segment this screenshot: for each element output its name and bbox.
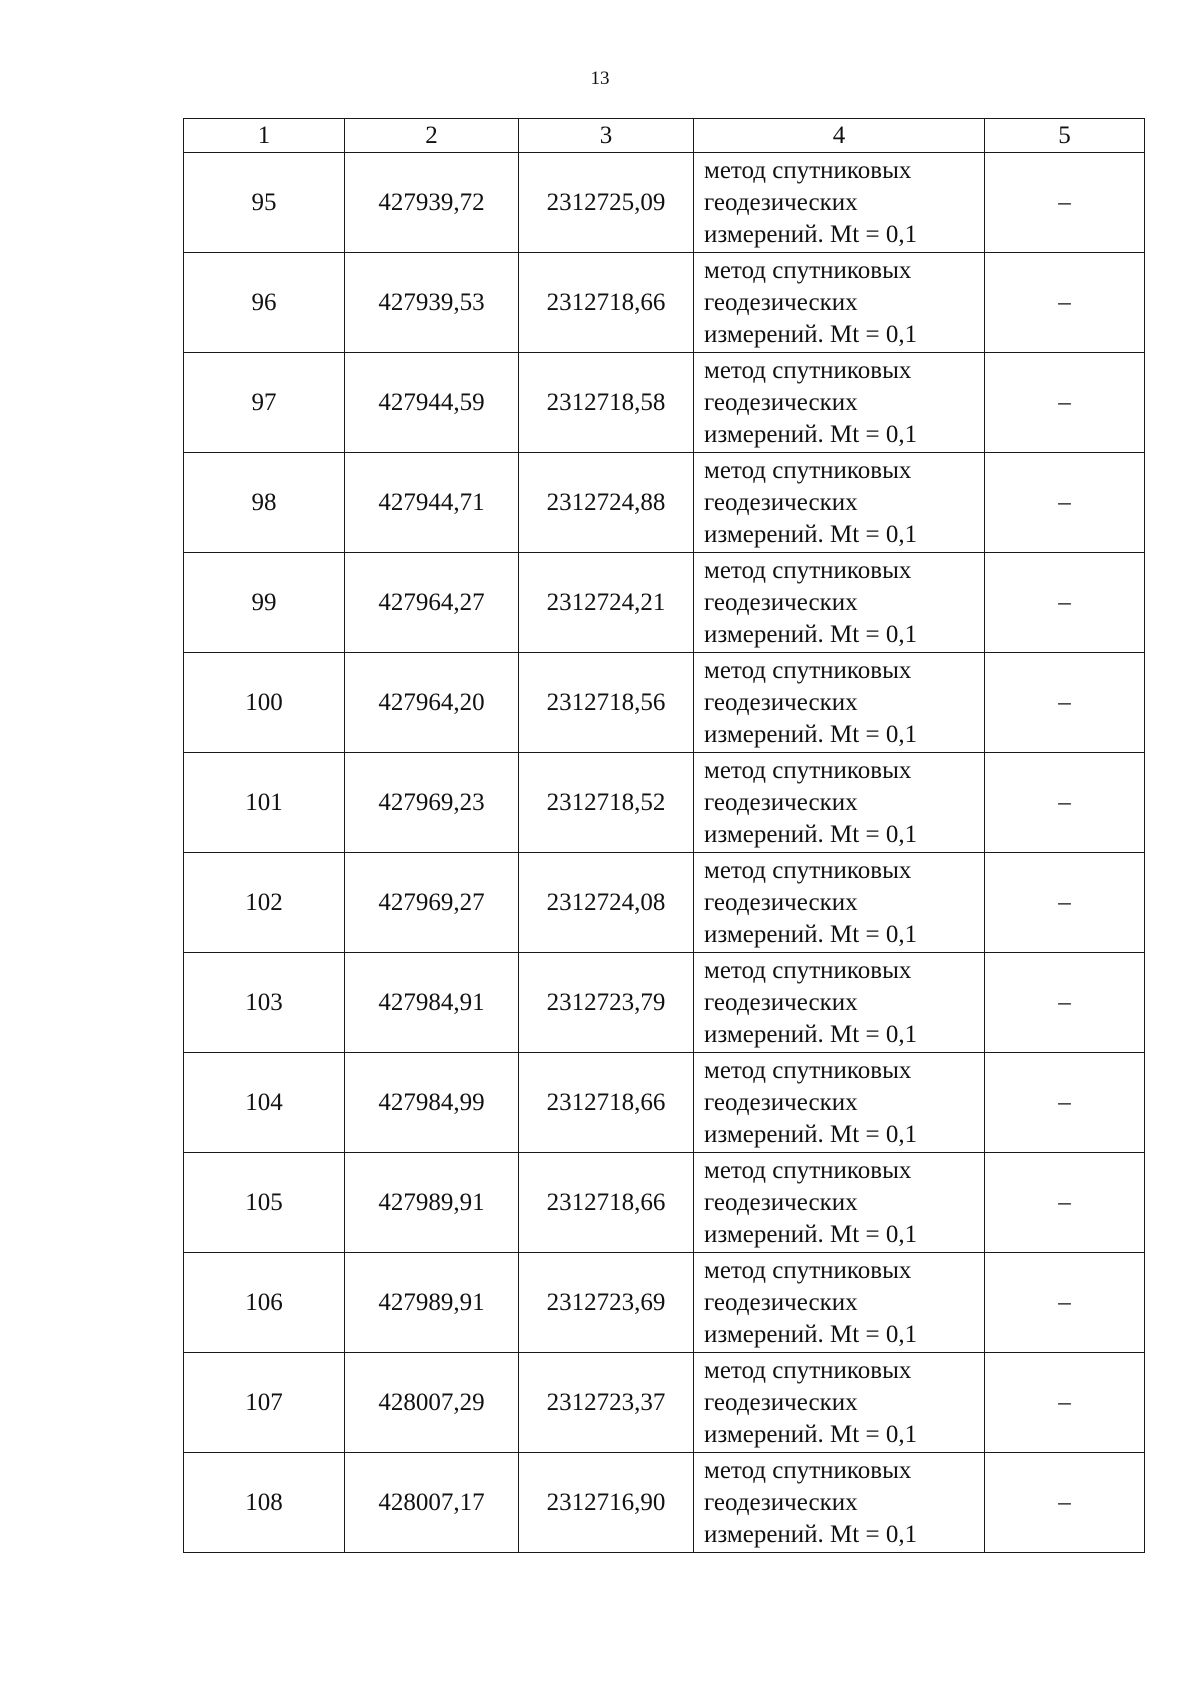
column-header-3: 3 <box>519 119 694 153</box>
x-coordinate-cell: 427984,99 <box>345 1053 519 1153</box>
point-number-cell: 107 <box>184 1353 345 1453</box>
table-row <box>184 753 1145 853</box>
table-row <box>184 253 1145 353</box>
method-text-line: измерений. Mt = 0,1 <box>704 1420 918 1448</box>
method-text-line: метод спутниковых <box>704 756 912 784</box>
note-cell: – <box>985 1153 1145 1253</box>
x-coordinate-cell: 427989,91 <box>345 1153 519 1253</box>
method-text-line: метод спутниковых <box>704 1456 912 1484</box>
table-row <box>184 453 1145 553</box>
note-cell: – <box>985 253 1145 353</box>
method-text-line: геодезических <box>704 1088 858 1116</box>
table-header <box>184 119 1145 153</box>
column-header-4: 4 <box>694 119 985 153</box>
method-text-line: геодезических <box>704 1388 858 1416</box>
method-text-line: измерений. Mt = 0,1 <box>704 620 918 648</box>
method-text-line: метод спутниковых <box>704 956 912 984</box>
method-text-line: геодезических <box>704 988 858 1016</box>
method-cell <box>694 853 985 953</box>
method-text-line: метод спутниковых <box>704 256 912 284</box>
method-text-line: метод спутниковых <box>704 456 912 484</box>
note-cell: – <box>985 153 1145 253</box>
y-coordinate-cell: 2312724,88 <box>519 453 694 553</box>
y-coordinate-cell: 2312718,66 <box>519 253 694 353</box>
method-text-line: измерений. Mt = 0,1 <box>704 320 918 348</box>
note-cell: – <box>985 553 1145 653</box>
point-number-cell: 97 <box>184 353 345 453</box>
method-text-line: метод спутниковых <box>704 356 912 384</box>
y-coordinate-cell: 2312718,52 <box>519 753 694 853</box>
header-row <box>184 119 1145 153</box>
method-text-line: измерений. Mt = 0,1 <box>704 220 918 248</box>
note-cell: – <box>985 753 1145 853</box>
method-text-line: геодезических <box>704 688 858 716</box>
table-body <box>184 153 1145 1553</box>
method-text-line: геодезических <box>704 1188 858 1216</box>
x-coordinate-cell: 427939,53 <box>345 253 519 353</box>
table-row <box>184 1053 1145 1153</box>
x-coordinate-cell: 427944,59 <box>345 353 519 453</box>
method-text-line: измерений. Mt = 0,1 <box>704 820 918 848</box>
method-text-line: геодезических <box>704 1488 858 1516</box>
method-text-line: геодезических <box>704 888 858 916</box>
note-cell: – <box>985 653 1145 753</box>
method-text-line: метод спутниковых <box>704 556 912 584</box>
point-number-cell: 95 <box>184 153 345 253</box>
point-number-cell: 96 <box>184 253 345 353</box>
method-cell <box>694 1453 985 1553</box>
method-text-line: геодезических <box>704 388 858 416</box>
y-coordinate-cell: 2312718,66 <box>519 1053 694 1153</box>
column-header-2: 2 <box>345 119 519 153</box>
y-coordinate-cell: 2312718,56 <box>519 653 694 753</box>
method-cell <box>694 1253 985 1353</box>
x-coordinate-cell: 428007,29 <box>345 1353 519 1453</box>
method-cell <box>694 253 985 353</box>
method-cell <box>694 453 985 553</box>
column-header-5: 5 <box>985 119 1145 153</box>
table-row <box>184 1353 1145 1453</box>
table-row <box>184 853 1145 953</box>
note-cell: – <box>985 1253 1145 1353</box>
x-coordinate-cell: 427969,23 <box>345 753 519 853</box>
note-cell: – <box>985 1353 1145 1453</box>
method-text-line: геодезических <box>704 288 858 316</box>
note-cell: – <box>985 953 1145 1053</box>
y-coordinate-cell: 2312718,66 <box>519 1153 694 1253</box>
method-text-line: метод спутниковых <box>704 156 912 184</box>
method-text-line: измерений. Mt = 0,1 <box>704 1220 918 1248</box>
table-row <box>184 153 1145 253</box>
method-text-line: измерений. Mt = 0,1 <box>704 420 918 448</box>
method-cell <box>694 553 985 653</box>
method-cell <box>694 753 985 853</box>
x-coordinate-cell: 427944,71 <box>345 453 519 553</box>
y-coordinate-cell: 2312718,58 <box>519 353 694 453</box>
method-text-line: геодезических <box>704 1288 858 1316</box>
y-coordinate-cell: 2312723,69 <box>519 1253 694 1353</box>
y-coordinate-cell: 2312724,21 <box>519 553 694 653</box>
method-text-line: измерений. Mt = 0,1 <box>704 1020 918 1048</box>
x-coordinate-cell: 427939,72 <box>345 153 519 253</box>
method-text-line: метод спутниковых <box>704 1256 912 1284</box>
y-coordinate-cell: 2312716,90 <box>519 1453 694 1553</box>
y-coordinate-cell: 2312723,79 <box>519 953 694 1053</box>
page-number: 13 <box>590 68 610 89</box>
table-row <box>184 1253 1145 1353</box>
x-coordinate-cell: 427989,91 <box>345 1253 519 1353</box>
point-number-cell: 102 <box>184 853 345 953</box>
method-cell <box>694 153 985 253</box>
note-cell: – <box>985 1453 1145 1553</box>
method-cell <box>694 653 985 753</box>
note-cell: – <box>985 1053 1145 1153</box>
x-coordinate-cell: 427964,27 <box>345 553 519 653</box>
point-number-cell: 99 <box>184 553 345 653</box>
method-text-line: метод спутниковых <box>704 656 912 684</box>
method-text-line: метод спутниковых <box>704 1156 912 1184</box>
method-text-line: геодезических <box>704 788 858 816</box>
table-row <box>184 653 1145 753</box>
method-text-line: метод спутниковых <box>704 1056 912 1084</box>
y-coordinate-cell: 2312724,08 <box>519 853 694 953</box>
table-row <box>184 1453 1145 1553</box>
method-cell <box>694 353 985 453</box>
note-cell: – <box>985 353 1145 453</box>
method-text-line: метод спутниковых <box>704 856 912 884</box>
note-cell: – <box>985 453 1145 553</box>
method-cell <box>694 1053 985 1153</box>
method-text-line: измерений. Mt = 0,1 <box>704 1120 918 1148</box>
column-header-1: 1 <box>184 119 345 153</box>
x-coordinate-cell: 427964,20 <box>345 653 519 753</box>
table-row <box>184 953 1145 1053</box>
coordinates-table <box>183 118 1145 1553</box>
point-number-cell: 98 <box>184 453 345 553</box>
method-cell <box>694 1153 985 1253</box>
point-number-cell: 104 <box>184 1053 345 1153</box>
method-text-line: метод спутниковых <box>704 1356 912 1384</box>
method-text-line: измерений. Mt = 0,1 <box>704 720 918 748</box>
method-text-line: измерений. Mt = 0,1 <box>704 1520 918 1548</box>
method-text-line: измерений. Mt = 0,1 <box>704 520 918 548</box>
point-number-cell: 106 <box>184 1253 345 1353</box>
method-text-line: измерений. Mt = 0,1 <box>704 1320 918 1348</box>
method-text-line: геодезических <box>704 188 858 216</box>
x-coordinate-cell: 427969,27 <box>345 853 519 953</box>
point-number-cell: 101 <box>184 753 345 853</box>
y-coordinate-cell: 2312723,37 <box>519 1353 694 1453</box>
x-coordinate-cell: 427984,91 <box>345 953 519 1053</box>
method-cell <box>694 1353 985 1453</box>
point-number-cell: 105 <box>184 1153 345 1253</box>
point-number-cell: 100 <box>184 653 345 753</box>
method-text-line: геодезических <box>704 488 858 516</box>
point-number-cell: 103 <box>184 953 345 1053</box>
table-row <box>184 353 1145 453</box>
point-number-cell: 108 <box>184 1453 345 1553</box>
y-coordinate-cell: 2312725,09 <box>519 153 694 253</box>
method-text-line: геодезических <box>704 588 858 616</box>
x-coordinate-cell: 428007,17 <box>345 1453 519 1553</box>
table-row <box>184 1153 1145 1253</box>
note-cell: – <box>985 853 1145 953</box>
method-text-line: измерений. Mt = 0,1 <box>704 920 918 948</box>
method-cell <box>694 953 985 1053</box>
table-row <box>184 553 1145 653</box>
